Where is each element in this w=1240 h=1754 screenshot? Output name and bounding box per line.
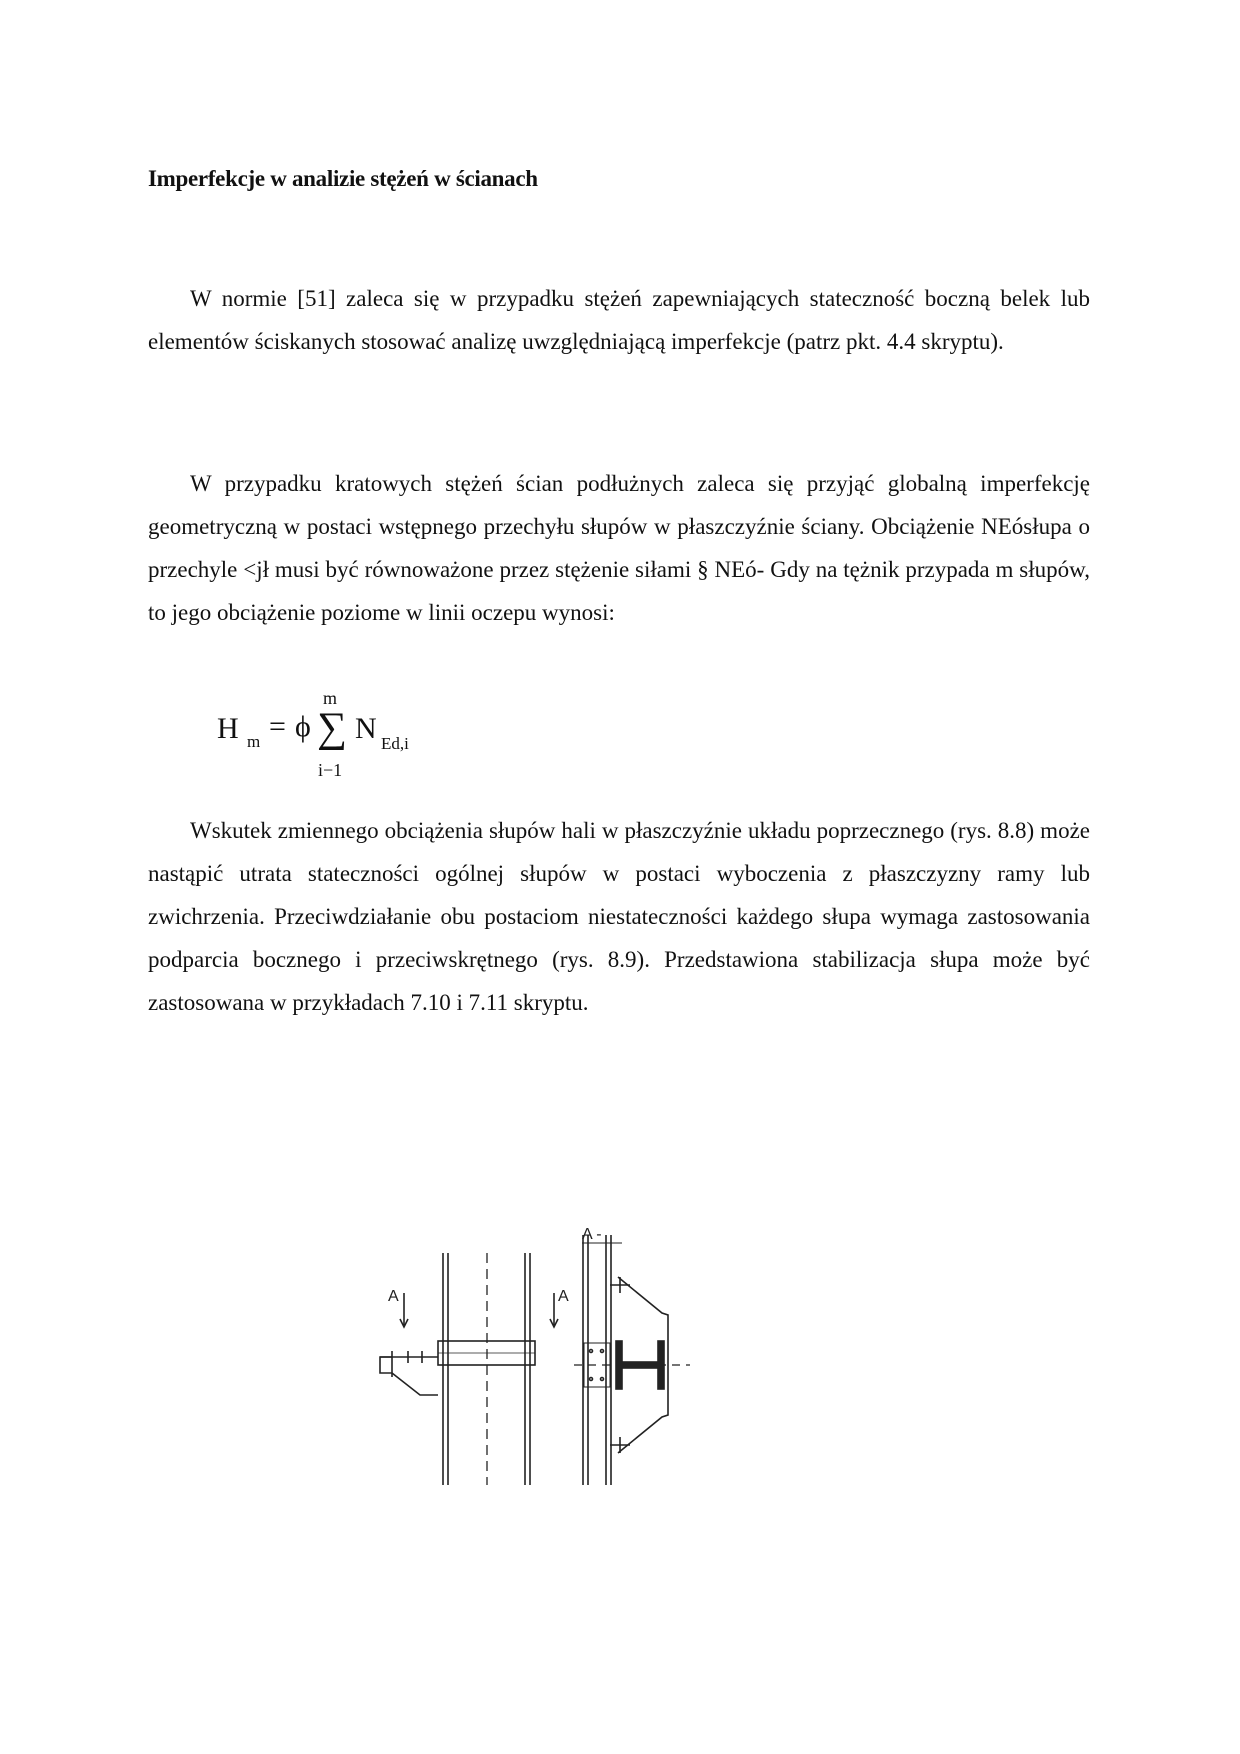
formula-phi: ϕ	[295, 710, 311, 743]
column-bracing-drawing	[370, 1205, 720, 1495]
formula-sum-lower-limit: i−1	[318, 760, 343, 780]
formula-equals: =	[269, 710, 286, 743]
formula-sum-sign: ∑	[317, 705, 347, 751]
formula-sum-upper-limit: m	[323, 688, 338, 708]
section-heading: Imperfekcje w analizie stężeń w ścianach	[148, 166, 538, 191]
formula-N-subscript: Ed,i	[381, 734, 409, 753]
section-arrow-right	[550, 1293, 558, 1327]
section-a-a-view	[574, 1235, 690, 1485]
formula-H-subscript: m	[247, 732, 261, 751]
paragraph-lattice-bracing: W przypadku kratowych stężeń ścian podłużnych zaleca się przyjąć globalną imperfekcję geometryczną w postaci wstępnego przechyłu słupów w płaszczyźnie ściany. Obciążenie NEósłupa o przechyle <jł musi być równoważone przez stężenie siłami § NEó- Gdy na tężnik przypada m słupów, to jego obciążenie poziome w linii oczepu wynosi:	[148, 471, 1090, 625]
paragraph-norm-recommendation: W normie [51] zaleca się w przypadku stężeń zapewniających stateczność boczną belek lub elementów ściskanych stosować analizę uwzględniającą imperfekcje (patrz pkt. 4.4 skryptu).	[148, 286, 1090, 354]
section-arrow-left	[400, 1293, 408, 1327]
formula-H: H	[217, 712, 239, 745]
section-label: A -	[582, 1226, 602, 1243]
formula-horizontal-load	[215, 690, 435, 790]
column-elevation-view	[380, 1253, 535, 1485]
formula-N: N	[355, 712, 377, 745]
arrow-label-right: A	[558, 1288, 569, 1305]
arrow-label-left: A	[388, 1288, 399, 1305]
paragraph-column-stability: Wskutek zmiennego obciążenia słupów hali w płaszczyźnie układu poprzecznego (rys. 8.8) może nastąpić utrata stateczności ogólnej słupów w postaci wyboczenia z płaszczyzny ramy lub zwichrzenia. Przeciwdziałanie obu postaciom niestateczności każdego słupa wymaga zastosowania podparcia bocznego i przeciwskrętnego (rys. 8.9). Przedstawiona stabilizacja słupa może być zastosowana w przykładach 7.10 i 7.11 skryptu.	[148, 818, 1090, 1015]
